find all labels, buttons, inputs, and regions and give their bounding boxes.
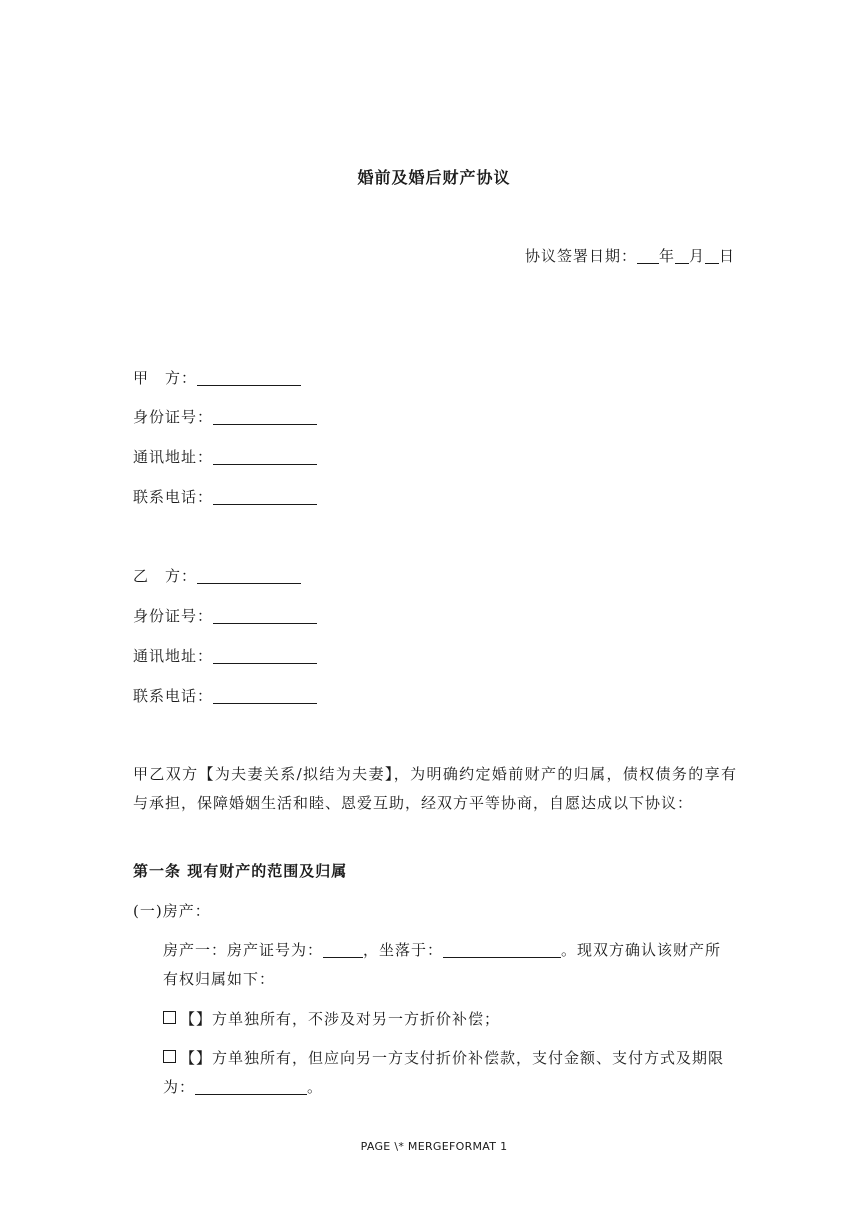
house-cert-number-blank[interactable] [323,941,363,958]
section-real-estate-label: (一)房产： [133,902,211,920]
page-footer: PAGE \* MERGEFORMAT 1 [360,1140,508,1153]
option-2-text: 【】方单独所有，但应向另一方支付折价补偿款，支付金额、支付方式及期限为： [163,1049,725,1096]
option-2-end: 。 [307,1078,324,1096]
document-title: 婚前及婚后财产协议 [357,168,511,187]
year-blank[interactable] [637,247,659,264]
party-b-phone-label: 联系电话： [133,687,214,705]
party-b-address-label: 通讯地址： [133,647,214,665]
party-b-name-label: 乙 方： [133,567,198,585]
house-1-ownership-text: 。现双方确认该财产所有权归属如下： [163,941,722,988]
party-b-phone-field [133,685,317,706]
party-a-name-label: 甲 方： [133,369,198,387]
month-blank[interactable] [675,247,689,264]
party-a-phone-blank[interactable] [213,488,317,505]
party-b-id-label: 身份证号： [133,607,214,625]
party-a-name-field [133,367,301,388]
ownership-option-1 [163,1005,737,1034]
house-1-location-label: ，坐落于： [363,941,444,959]
option-1-text: 【】方单独所有，不涉及对另一方折价补偿； [180,1010,501,1028]
party-b-phone-blank[interactable] [213,687,317,704]
option-2-checkbox[interactable] [163,1050,176,1063]
compensation-terms-blank[interactable] [195,1078,307,1095]
signing-date [525,245,735,266]
party-b-name-blank[interactable] [197,567,301,584]
ownership-option-2 [163,1044,737,1102]
article-1-heading: 第一条 现有财产的范围及归属 [133,862,348,880]
party-b-address-field [133,645,317,666]
party-a-address-label: 通讯地址： [133,448,214,466]
party-b-name-field [133,565,301,586]
year-label: 年 [658,247,675,265]
party-a-id-blank[interactable] [213,408,317,425]
party-a-name-blank[interactable] [197,369,301,386]
party-b-id-field [133,605,317,626]
party-a-id-field [133,406,317,427]
option-1-checkbox[interactable] [163,1011,176,1024]
party-a-address-field [133,446,317,467]
party-a-phone-label: 联系电话： [133,488,214,506]
intro-paragraph: 甲乙双方【为夫妻关系/拟结为夫妻】，为明确约定婚前财产的归属，债权债务的享有与承担，保障婚姻生活和睦、恩爱互助，经双方平等协商，自愿达成以下协议： [133,765,737,812]
day-blank[interactable] [705,247,719,264]
house-1-cert-label: 房产一：房产证号为： [163,941,324,959]
house-1-paragraph [163,936,737,994]
party-b-id-blank[interactable] [213,607,317,624]
house-location-blank[interactable] [443,941,561,958]
party-a-address-blank[interactable] [213,448,317,465]
day-label: 日 [718,247,735,265]
party-b-address-blank[interactable] [213,647,317,664]
party-a-phone-field [133,486,317,507]
party-a-id-label: 身份证号： [133,408,214,426]
month-label: 月 [688,247,705,265]
date-label: 协议签署日期： [524,247,637,265]
